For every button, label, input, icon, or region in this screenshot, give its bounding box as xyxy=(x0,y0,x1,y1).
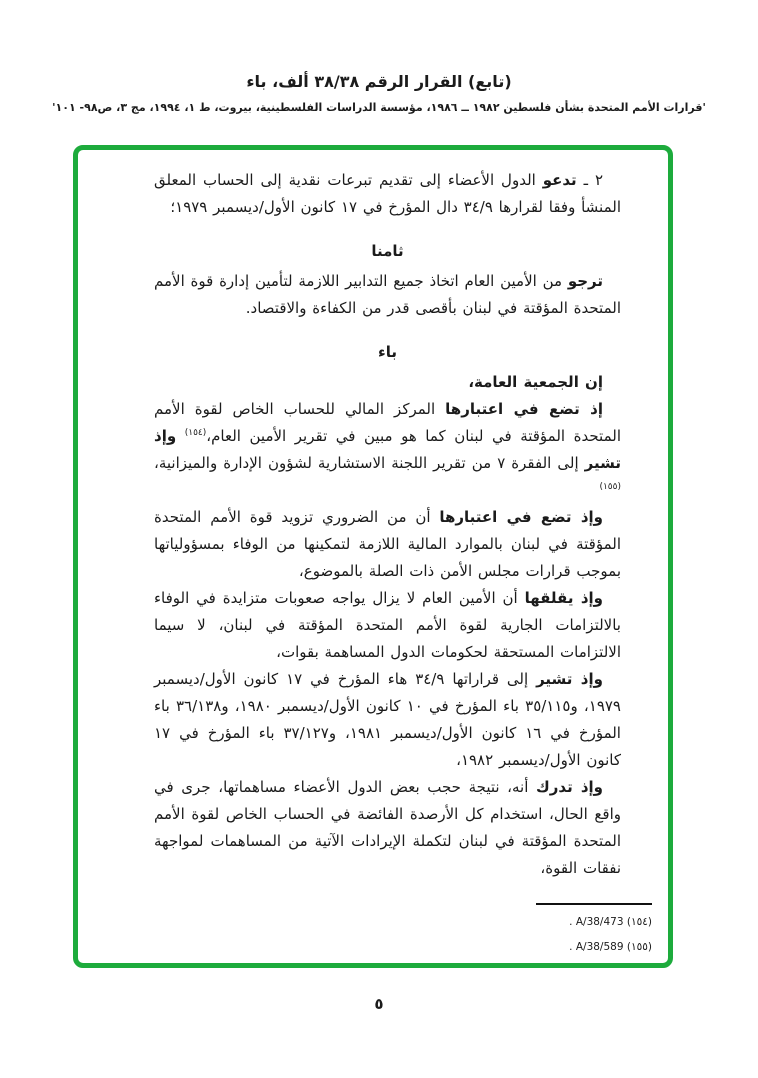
section-heading: ثامنا xyxy=(371,242,404,260)
footnote-line xyxy=(472,935,652,960)
body-text: إلى قراراتها ٣٤/٩ هاء المؤرخ في ١٧ كانون الأول/ديسمبر ١٩٧٩، و٣٥/١١٥ باء المؤرخ في ١٠ كانون الأول/ديسمبر ١٩٨٠، و٣٦/١٣٨ باء المؤرخ في ١٦ كانون الأول/ديسمبر ١٩٨١، و٣٧/١٢٧ باء المؤرخ في ١٧ كانون الأول/ديسمبر ١٩٨٢، xyxy=(154,670,621,769)
paragraph xyxy=(154,504,621,585)
emphasis-text: ترجو xyxy=(567,272,603,290)
paragraph xyxy=(154,666,621,774)
emphasis-text: إن الجمعية العامة، xyxy=(468,373,603,391)
body-text: أن من الضروري تزويد قوة الأمم المتحدة المؤقتة في لبنان بالموارد المالية اللازمة لتمكينها من الوفاء بمسؤولياتها بموجب قرارات مجلس الأمن ذات الصلة بالموضوع، xyxy=(154,508,621,580)
paragraph xyxy=(154,396,621,504)
footnotes-section xyxy=(472,903,652,960)
footnote-document-ref: A/38/473 . xyxy=(569,916,627,928)
emphasis-text: إذ تضع في اعتبارها xyxy=(445,400,604,418)
body-text: إلى الفقرة ٧ من تقرير اللجنة الاستشارية لشؤون الإدارة والميزانية، xyxy=(154,454,585,472)
footnote-document-ref: A/38/589 . xyxy=(569,941,627,953)
document-body xyxy=(154,167,621,882)
body-text: من الأمين العام اتخاذ جميع التدابير اللازمة لتأمين إدارة قوة الأمم المتحدة المؤقتة في لبنان بأقصى قدر من الكفاءة والاقتصاد. xyxy=(154,272,621,317)
emphasis-text: وإذ تشير xyxy=(536,670,603,688)
footnote-marker: (١٥٥) xyxy=(626,941,652,953)
paragraph xyxy=(154,774,621,882)
body-text: الدول الأعضاء إلى تقديم تبرعات نقدية إلى الحساب المعلق المنشأ وفقا لقرارها ٣٤/٩ دال المؤرخ في ١٧ كانون الأول/ديسمبر ١٩٧٩؛ xyxy=(154,171,621,216)
emphasis-text: وإذ يقلقها xyxy=(524,589,603,607)
page-number: ٥ xyxy=(374,995,384,1013)
source-citation: 'قرارات الأمم المتحدة بشأن فلسطين ١٩٨٢ ــ ١٩٨٦، مؤسسة الدراسات الفلسطينية، بيروت، ط ١، ١٩٩٤، مج ٣، ص٩٨- ١٠١' xyxy=(52,101,706,114)
paragraph xyxy=(154,268,621,322)
emphasis-text: وإذ تشير xyxy=(154,427,622,472)
emphasis-text: تدعو xyxy=(542,171,577,189)
section-heading: باء xyxy=(378,343,397,361)
footnote-line xyxy=(472,910,652,935)
paragraph xyxy=(154,585,621,666)
body-text: أن الأمين العام لا يزال يواجه صعوبات متزايدة في الوفاء بالالتزامات الجارية لقوة الأمم المتحدة المؤقتة في لبنان، لا سيما الالتزامات المستحقة لحكومات الدول المساهمة بقوات، xyxy=(154,589,621,661)
footnote-reference: (١٥٤) xyxy=(184,428,207,438)
footnote-list xyxy=(472,910,652,960)
body-text xyxy=(176,427,185,445)
body-text: أنه، نتيجة حجب بعض الدول الأعضاء مساهماتها، جرى في واقع الحال، استخدام كل الأرصدة الفائضة في الحساب الخاص لقوة الأمم المتحدة المؤقتة في لبنان لتكملة الإيرادات الآتية من المساهمات لمواجهة نفقات القوة، xyxy=(154,778,621,877)
emphasis-text: وإذ تدرك xyxy=(536,778,603,796)
body-text: ٢ ـ xyxy=(576,171,603,189)
footnote-separator-rule xyxy=(536,903,652,905)
paragraph xyxy=(154,369,621,396)
footnote-marker: (١٥٤) xyxy=(626,916,652,928)
footnote-reference: (١٥٥) xyxy=(599,482,621,492)
resolution-title: (تابع) القرار الرقم ٣٨/٣٨ ألف، باء xyxy=(246,72,512,91)
emphasis-text: وإذ تضع في اعتبارها xyxy=(439,508,604,526)
paragraph xyxy=(154,167,621,221)
body-text: المركز المالي للحساب الخاص لقوة الأمم المتحدة المؤقتة في لبنان كما هو مبين في تقرير الأمين العام، xyxy=(154,400,621,445)
page-header xyxy=(0,72,758,114)
